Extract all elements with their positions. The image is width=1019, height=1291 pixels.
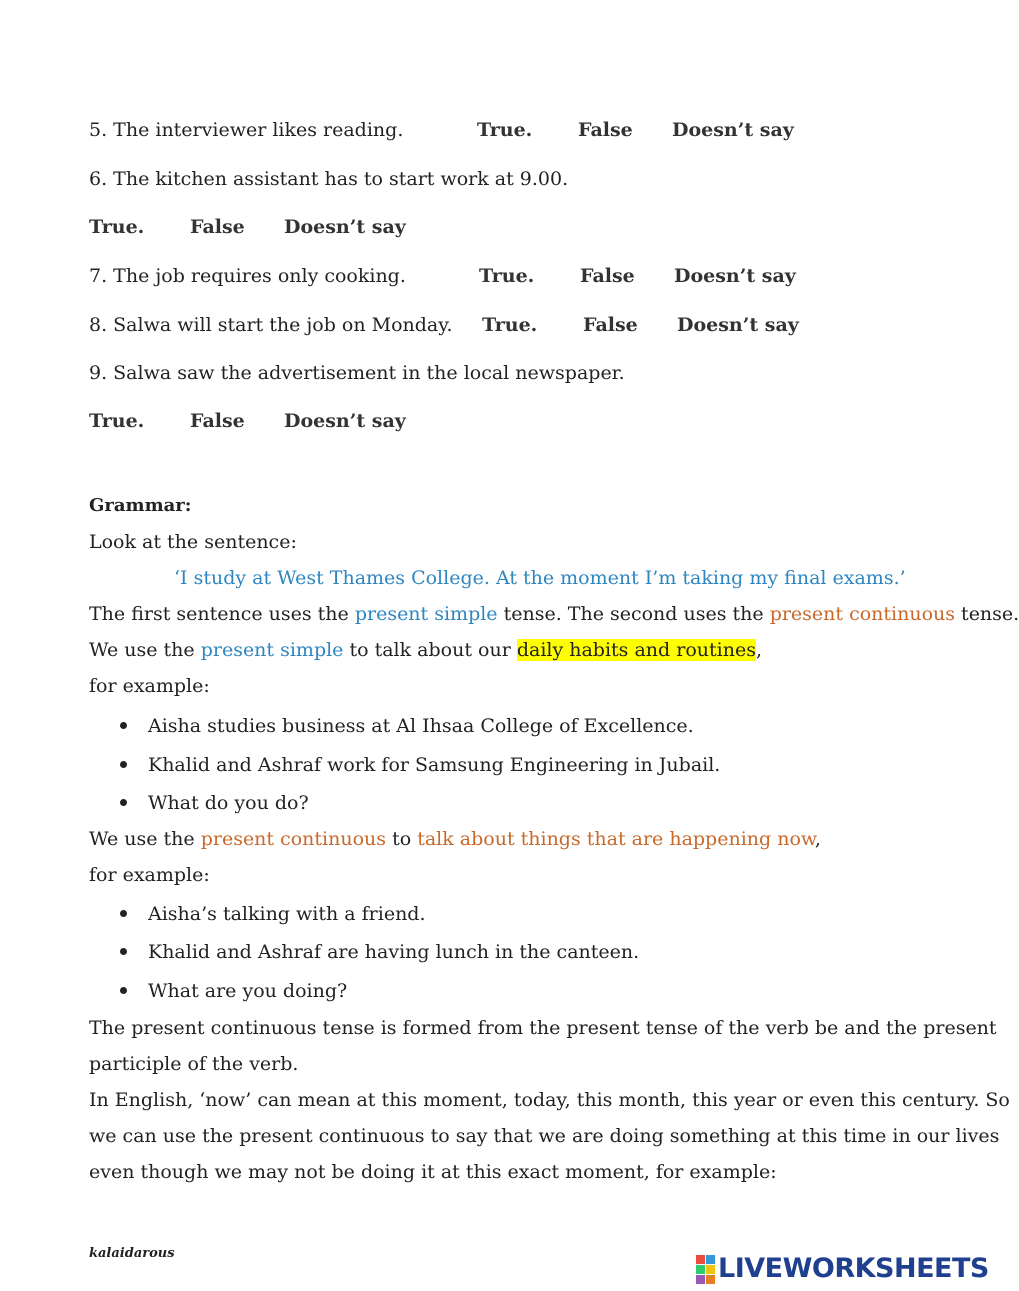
option-true[interactable]: True. — [89, 216, 145, 238]
term-present-continuous: present continuous — [769, 603, 956, 625]
option-doesnt-say[interactable]: Doesn’t say — [284, 410, 406, 432]
list-item: Khalid and Ashraf work for Samsung Engineering in Jubail. — [148, 754, 721, 776]
for-example-label: for example: — [89, 675, 210, 697]
text-span: We use the — [89, 828, 201, 850]
highlighted-phrase: daily habits and routines — [516, 639, 756, 661]
now-line-3: even though we may not be doing it at this exact moment, for example: — [89, 1161, 777, 1183]
bullet-icon — [120, 948, 127, 955]
formed-line-2: participle of the verb. — [89, 1053, 299, 1075]
bullet-icon — [120, 799, 127, 806]
question-6: 6. The kitchen assistant has to start work at 9.00. — [89, 168, 569, 190]
text-span: to talk about our — [343, 639, 517, 661]
text-span: We use the — [89, 639, 201, 661]
list-item: Aisha studies business at Al Ihsaa College of Excellence. — [148, 715, 694, 737]
formed-line-1: The present continuous tense is formed from the present tense of the verb be and the present — [89, 1017, 997, 1039]
grammar-heading: Grammar: — [89, 495, 192, 516]
text-span: to — [386, 828, 418, 850]
bullet-icon — [120, 761, 127, 768]
option-true[interactable]: True. — [477, 119, 533, 141]
list-item: Khalid and Ashraf are having lunch in the canteen. — [148, 941, 640, 963]
logo-text: LIVEWORKSHEETS — [718, 1253, 989, 1284]
bullet-icon — [120, 910, 127, 917]
list-item: What do you do? — [148, 792, 309, 814]
continuous-use-line — [89, 827, 821, 851]
option-false[interactable]: False — [578, 119, 633, 141]
option-false[interactable]: False — [583, 314, 638, 336]
simple-use-line — [89, 638, 762, 662]
option-false[interactable]: False — [580, 265, 635, 287]
option-false[interactable]: False — [190, 216, 245, 238]
text-span: The first sentence uses the — [89, 603, 355, 625]
question-5: 5. The interviewer likes reading. — [89, 119, 404, 141]
option-doesnt-say[interactable]: Doesn’t say — [284, 216, 406, 238]
term-present-simple: present simple — [354, 603, 498, 625]
question-7: 7. The job requires only cooking. — [89, 265, 406, 287]
option-true[interactable]: True. — [479, 265, 535, 287]
bullet-icon — [120, 722, 127, 729]
text-span: , — [814, 828, 821, 850]
option-doesnt-say[interactable]: Doesn’t say — [674, 265, 796, 287]
list-item: What are you doing? — [148, 980, 348, 1002]
text-span: tense. The second uses the — [497, 603, 770, 625]
look-at-sentence: Look at the sentence: — [89, 531, 297, 553]
option-true[interactable]: True. — [89, 410, 145, 432]
question-8: 8. Salwa will start the job on Monday. — [89, 314, 453, 336]
bullet-icon — [120, 987, 127, 994]
option-false[interactable]: False — [190, 410, 245, 432]
now-line-1: In English, ‘now’ can mean at this moment, today, this month, this year or even this century. So — [89, 1089, 1010, 1111]
continuous-definition: talk about things that are happening now — [417, 828, 815, 850]
first-sentence-line — [89, 602, 1019, 626]
for-example-label: for example: — [89, 864, 210, 886]
liveworksheets-logo[interactable] — [696, 1254, 989, 1284]
text-span: tense. — [955, 603, 1019, 625]
option-doesnt-say[interactable]: Doesn’t say — [672, 119, 794, 141]
question-9: 9. Salwa saw the advertisement in the local newspaper. — [89, 362, 625, 384]
signature: kalaidarous — [89, 1246, 175, 1261]
option-true[interactable]: True. — [482, 314, 538, 336]
option-doesnt-say[interactable]: Doesn’t say — [677, 314, 799, 336]
text-span: , — [755, 639, 762, 661]
example-quote: ‘I study at West Thames College. At the moment I’m taking my final exams.’ — [174, 567, 906, 589]
now-line-2: we can use the present continuous to say that we are doing something at this time in our lives — [89, 1125, 1000, 1147]
term-present-simple: present simple — [200, 639, 344, 661]
list-item: Aisha’s talking with a friend. — [148, 903, 426, 925]
term-present-continuous: present continuous — [200, 828, 387, 850]
logo-blocks-icon — [696, 1255, 715, 1284]
